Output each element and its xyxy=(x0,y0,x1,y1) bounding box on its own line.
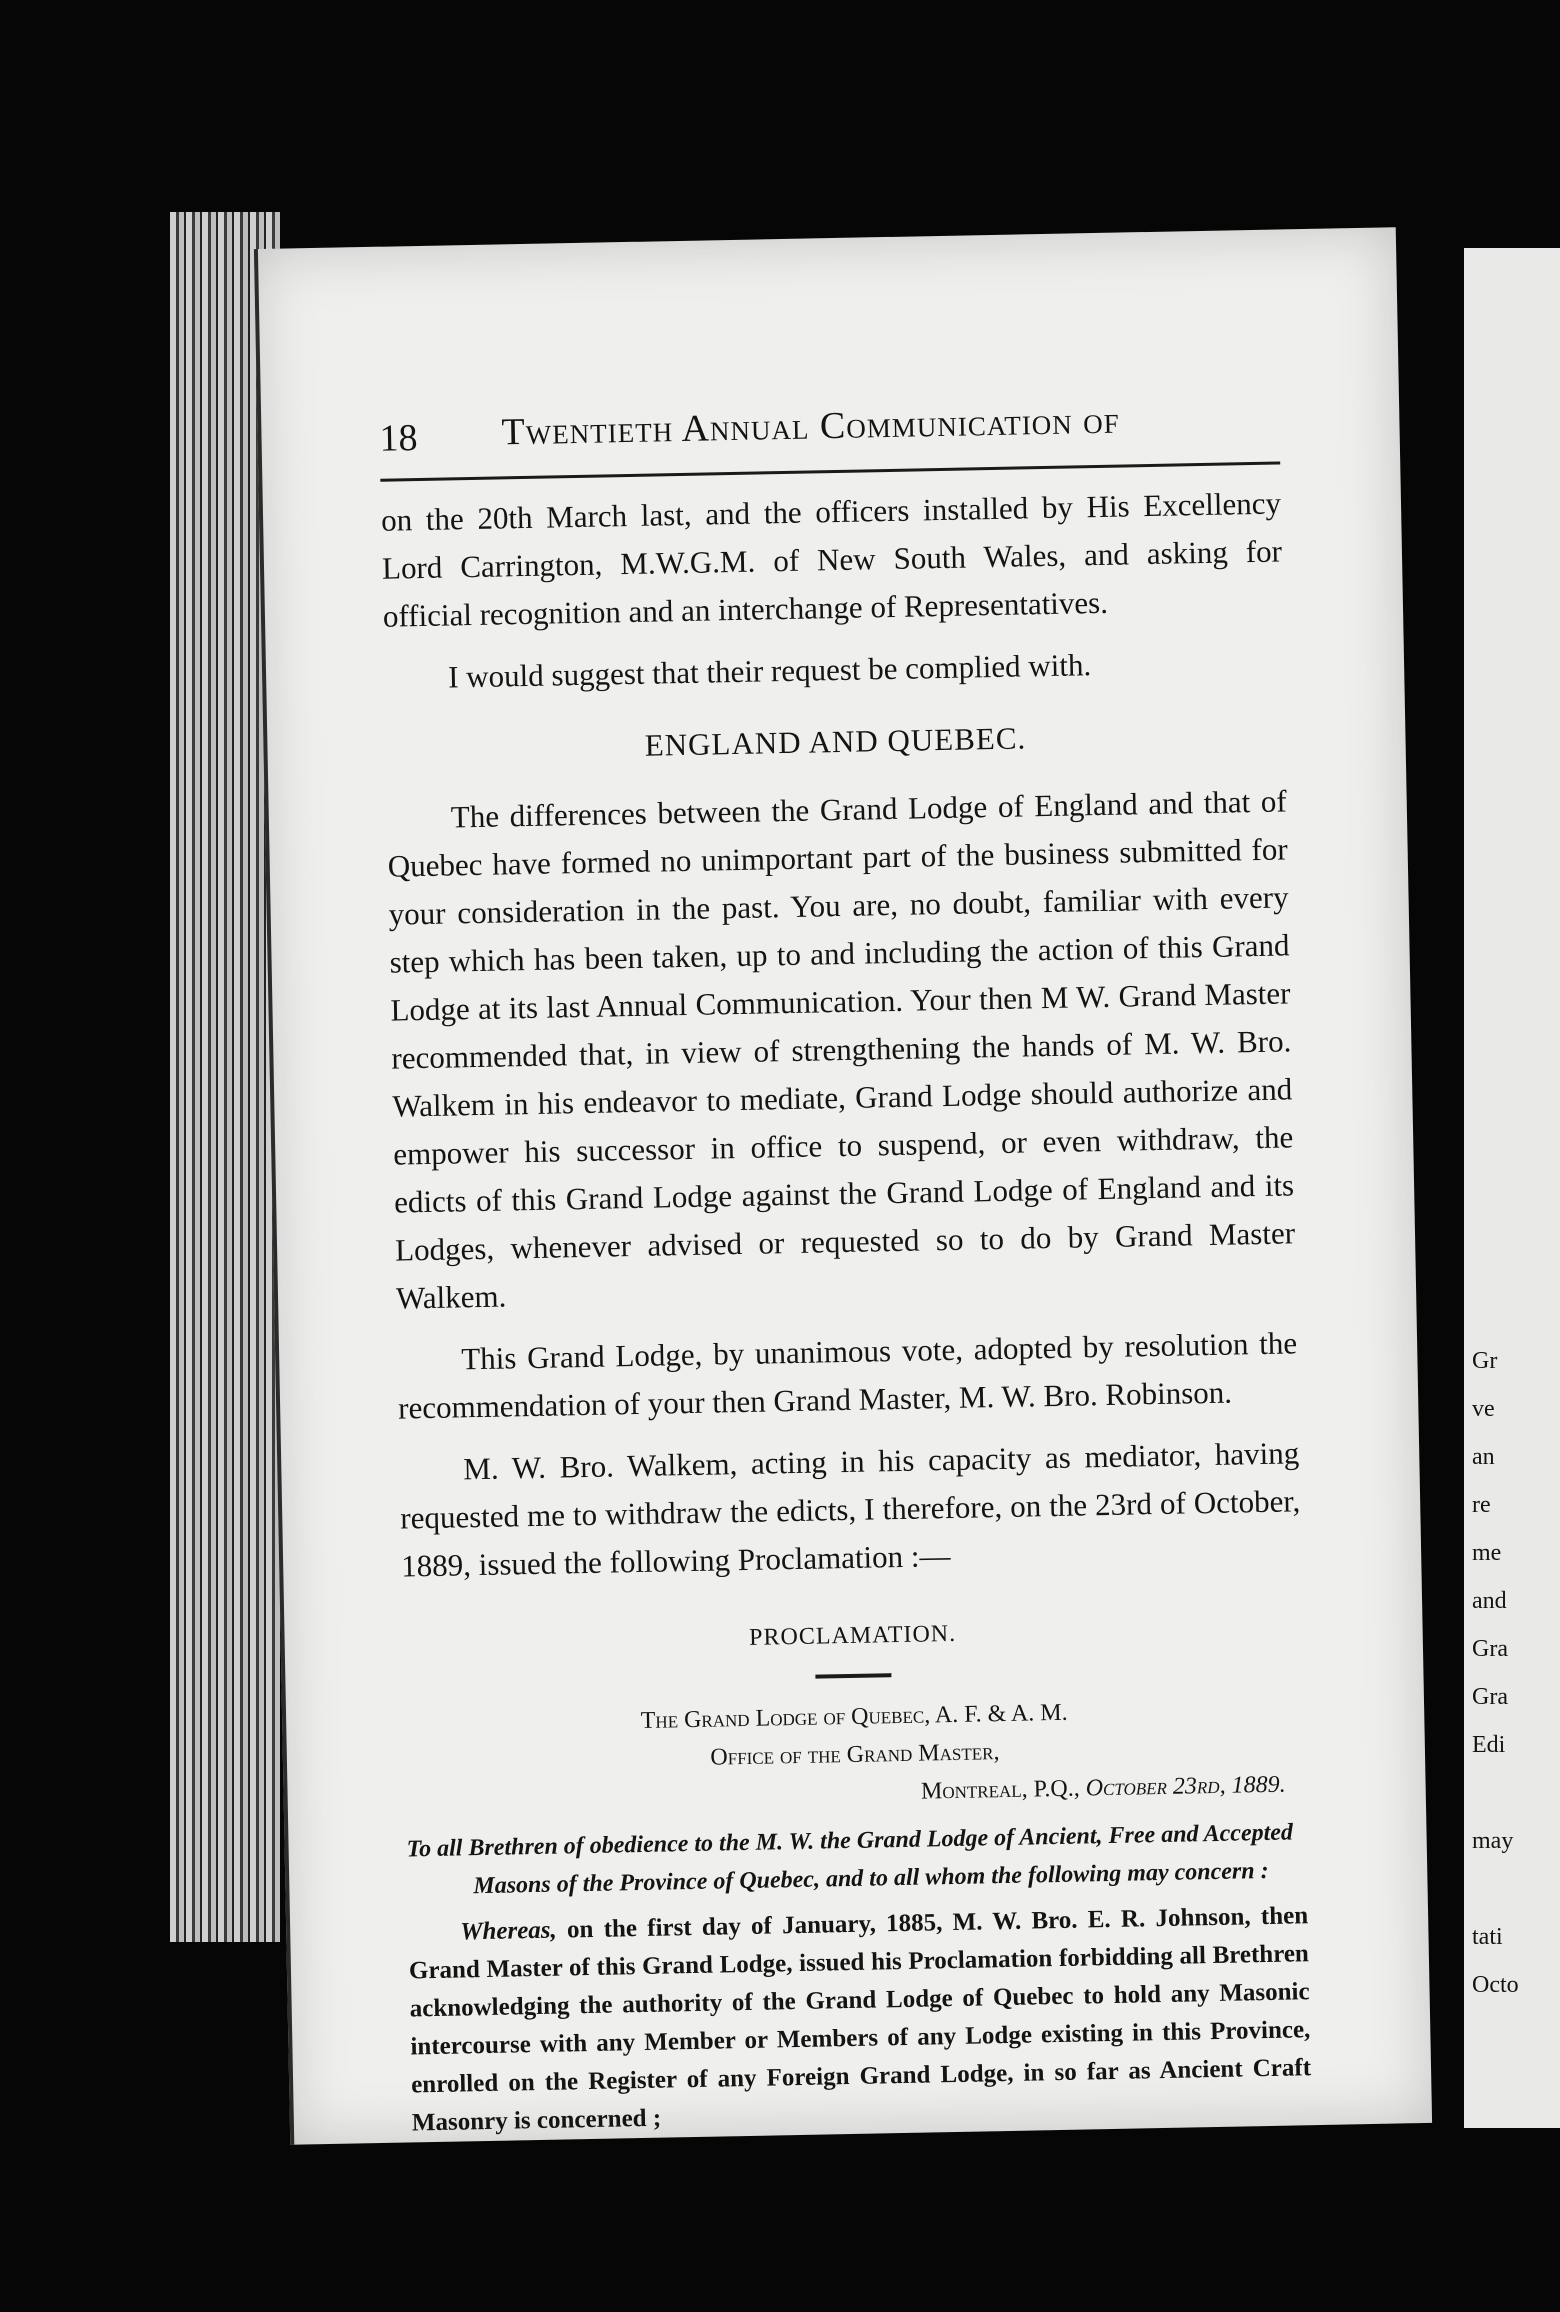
proclamation-whereas xyxy=(408,1897,1312,2142)
adjacent-page-fragment xyxy=(1464,248,1560,2128)
fragment-line: may xyxy=(1472,1828,1514,1854)
page-number: 18 xyxy=(379,417,418,460)
proclamation-issuer: The Grand Lodge of Quebec, A. F. & A. M. xyxy=(640,1699,1068,1734)
fragment-line: Gra xyxy=(1472,1636,1508,1662)
proclamation-date: October 23rd, 1889. xyxy=(1085,1771,1286,1802)
paragraph-continuation: on the 20th March last, and the officers installed by His Excellency Lord Carrington, M.W.G.M. of New South Wales, and asking for official recognition and an interchange of Representatives. xyxy=(380,485,1283,634)
whereas-text: on the first day of January, 1885, M. W. Bro. E. R. Johnson, then Grand Master of this Grand Lodge, issued his Proclamation forbidding all Brethren acknowledging the authority of the Grand Lodge of Quebec to hold any Masonic intercourse with any Member or Members of any Lodge existing in this Province, enrolled on the Register of any Foreign Grand Lodge, in so far as Ancient Craft Masonry is concerned ; xyxy=(408,1902,1312,2137)
proclamation-address: To all Brethren of obedience to the M. W. the Grand Lodge of Ancient, Free and Accepted Masons of the Province of Quebec, and to all whom the following may concern : xyxy=(406,1819,1294,1900)
proclamation-office: Office of the Grand Master, xyxy=(710,1739,1000,1771)
fragment-line: Edi xyxy=(1472,1732,1506,1758)
fragment-line: Gr xyxy=(1472,1348,1498,1374)
page-body xyxy=(381,479,1312,2142)
fragment-line: tati xyxy=(1472,1924,1503,1950)
fragment-line: an xyxy=(1472,1444,1495,1470)
paragraph-resolution: This Grand Lodge, by unanimous vote, adopted by resolution the recommendation of your then Grand Master, M. W. Bro. Robinson. xyxy=(397,1325,1298,1426)
fragment-line: me xyxy=(1472,1540,1502,1566)
fragment-line: re xyxy=(1472,1492,1491,1518)
fragment-line: and xyxy=(1472,1588,1507,1614)
running-head xyxy=(379,393,1280,470)
whereas-word: Whereas, xyxy=(459,1916,558,1946)
paragraph-mediator: M. W. Bro. Walkem, acting in his capacity as mediator, having requested me to withdraw the edicts, I therefore, on the 23rd of October, 1889, issued the following Proclamation :— xyxy=(399,1435,1301,1584)
proclamation-place: Montreal, P.Q., xyxy=(920,1775,1080,1805)
fragment-line: Octo xyxy=(1472,1972,1519,1998)
paragraph-differences: The differences between the Grand Lodge of England and that of Quebec have formed no unimportant part of the business submitted for your consideration in the past. You are, no doubt, familiar with every step which has been taken, up to and including the action of this Grand Lodge at its last Annual Communication. Your then M W. Grand Master recommended that, in view of strengthening the hands of M. W. Bro. Walkem in his endeavor to mediate, Grand Lodge should authorize and empower his successor in office to suspend, or even withdraw, the edicts of this Grand Lodge against the Grand Lodge of England and its Lodges, whenever advised or requested so to do by Grand Master Walkem. xyxy=(387,783,1296,1316)
book-page xyxy=(254,227,1432,2145)
fragment-line: Gra xyxy=(1472,1684,1508,1710)
fragment-line: ve xyxy=(1472,1396,1495,1422)
section-heading: ENGLAND AND QUEBEC. xyxy=(644,720,1027,763)
paragraph-suggestion: I would suggest that their request be complied with. xyxy=(447,647,1092,695)
proclamation-heading: PROCLAMATION. xyxy=(748,1620,957,1651)
proclamation-rule xyxy=(815,1673,891,1678)
running-head-title: Twentieth Annual Communication of xyxy=(501,399,1121,454)
